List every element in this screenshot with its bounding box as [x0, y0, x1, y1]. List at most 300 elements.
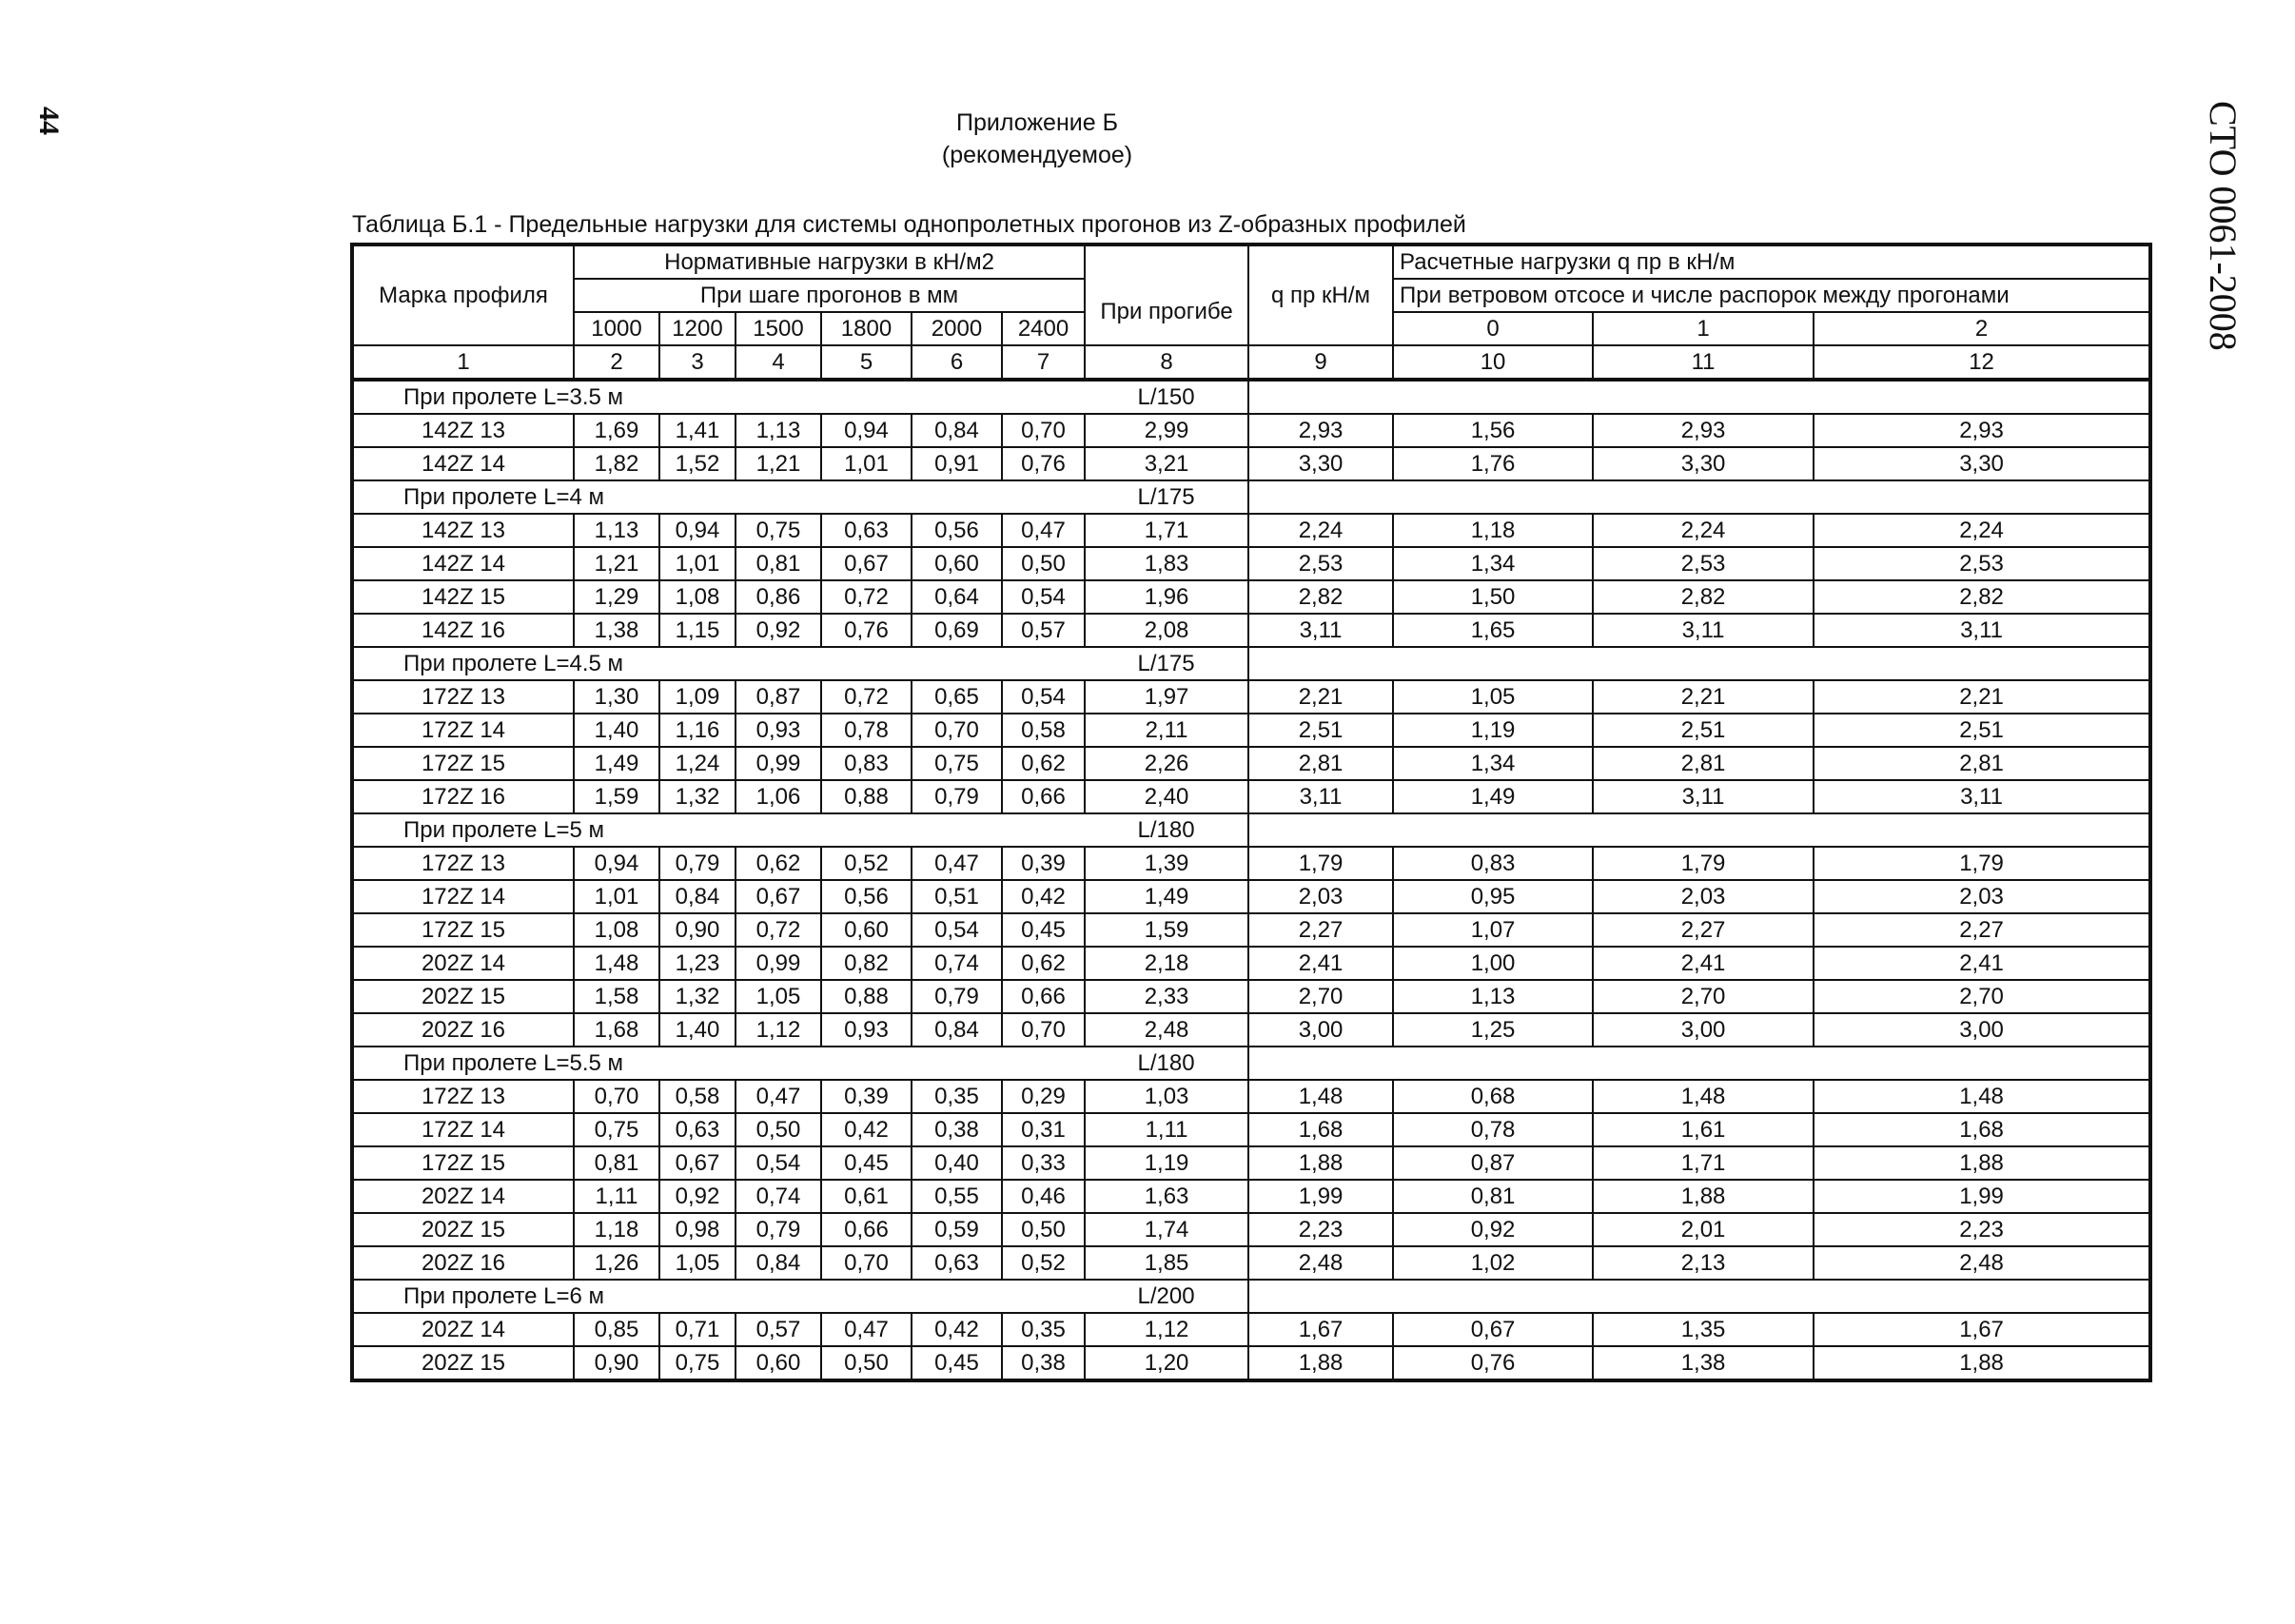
column-index: 6: [912, 345, 1002, 380]
column-index: 5: [821, 345, 912, 380]
value-cell: 0,98: [659, 1213, 736, 1246]
value-cell: 1,41: [659, 414, 736, 447]
value-cell: 1,32: [659, 780, 736, 813]
value-cell: 2,82: [1593, 580, 1814, 614]
value-cell: 1,82: [574, 447, 659, 480]
value-cell: 1,18: [574, 1213, 659, 1246]
span-row-filler: [1248, 1047, 2150, 1080]
span-row-filler: [1248, 380, 2150, 414]
value-cell: 0,50: [1002, 547, 1085, 580]
value-cell: 1,07: [1393, 913, 1593, 947]
span-label: При пролете L=4.5 м: [352, 647, 1085, 680]
value-cell: 2,70: [1248, 980, 1393, 1013]
header-design: Расчетные нагрузки q пр в кН/м: [1393, 245, 2150, 279]
value-cell: 3,00: [1593, 1013, 1814, 1047]
value-cell: 0,60: [912, 547, 1002, 580]
value-cell: 0,47: [912, 847, 1002, 880]
page-number: 44: [33, 107, 65, 135]
value-cell: 1,88: [1248, 1346, 1393, 1380]
value-cell: 0,75: [659, 1346, 736, 1380]
value-cell: 1,01: [574, 880, 659, 913]
step-header: 1800: [821, 312, 912, 345]
step-header: 2400: [1002, 312, 1085, 345]
value-cell: 0,57: [1002, 614, 1085, 647]
value-cell: 0,75: [736, 514, 821, 547]
value-cell: 1,15: [659, 614, 736, 647]
value-cell: 0,92: [1393, 1213, 1593, 1246]
table-row: [352, 980, 2150, 1013]
value-cell: 1,06: [736, 780, 821, 813]
value-cell: 3,11: [1248, 780, 1393, 813]
value-cell: 0,79: [912, 780, 1002, 813]
value-cell: 0,66: [1002, 980, 1085, 1013]
value-cell: 1,01: [659, 547, 736, 580]
value-cell: 2,40: [1085, 780, 1248, 813]
value-cell: 1,00: [1393, 947, 1593, 980]
value-cell: 1,38: [574, 614, 659, 647]
value-cell: 1,96: [1085, 580, 1248, 614]
appendix-subtitle: (рекомендуемое): [941, 142, 1133, 168]
profile-cell: 202Z 14: [352, 1313, 574, 1346]
value-cell: 0,35: [912, 1080, 1002, 1113]
value-cell: 0,74: [736, 1180, 821, 1213]
value-cell: 2,48: [1248, 1246, 1393, 1280]
value-cell: 0,78: [821, 714, 912, 747]
value-cell: 0,39: [821, 1080, 912, 1113]
value-cell: 1,76: [1393, 447, 1593, 480]
value-cell: 0,62: [1002, 747, 1085, 780]
value-cell: 0,75: [912, 747, 1002, 780]
value-cell: 0,51: [912, 880, 1002, 913]
value-cell: 0,67: [1393, 1313, 1593, 1346]
value-cell: 0,35: [1002, 1313, 1085, 1346]
value-cell: 0,76: [1393, 1346, 1593, 1380]
value-cell: 0,52: [1002, 1246, 1085, 1280]
value-cell: 2,41: [1593, 947, 1814, 980]
value-cell: 1,25: [1393, 1013, 1593, 1047]
value-cell: 1,05: [1393, 680, 1593, 714]
value-cell: 2,48: [1814, 1246, 2150, 1280]
value-cell: 0,70: [821, 1246, 912, 1280]
value-cell: 2,82: [1814, 580, 2150, 614]
value-cell: 0,55: [912, 1180, 1002, 1213]
value-cell: 0,38: [912, 1113, 1002, 1146]
value-cell: 1,18: [1393, 514, 1593, 547]
strut-header: 1: [1593, 312, 1814, 345]
value-cell: 1,74: [1085, 1213, 1248, 1246]
value-cell: 1,58: [574, 980, 659, 1013]
profile-cell: 172Z 15: [352, 747, 574, 780]
profile-cell: 202Z 16: [352, 1013, 574, 1047]
value-cell: 0,54: [1002, 580, 1085, 614]
value-cell: 1,05: [736, 980, 821, 1013]
value-cell: 1,88: [1814, 1146, 2150, 1180]
value-cell: 1,88: [1814, 1346, 2150, 1380]
profile-cell: 172Z 14: [352, 1113, 574, 1146]
value-cell: 1,48: [1593, 1080, 1814, 1113]
column-index: 3: [659, 345, 736, 380]
value-cell: 1,12: [736, 1013, 821, 1047]
value-cell: 0,47: [821, 1313, 912, 1346]
value-cell: 2,21: [1248, 680, 1393, 714]
value-cell: 0,56: [912, 514, 1002, 547]
value-cell: 1,13: [1393, 980, 1593, 1013]
table-row: [352, 514, 2150, 547]
value-cell: 2,24: [1814, 514, 2150, 547]
value-cell: 0,60: [821, 913, 912, 947]
table-row: [352, 414, 2150, 447]
value-cell: 0,83: [821, 747, 912, 780]
value-cell: 0,95: [1393, 880, 1593, 913]
table-row: [352, 580, 2150, 614]
value-cell: 0,70: [574, 1080, 659, 1113]
value-cell: 1,49: [1393, 780, 1593, 813]
span-row: [352, 813, 2150, 847]
value-cell: 1,40: [574, 714, 659, 747]
value-cell: 0,82: [821, 947, 912, 980]
value-cell: 0,42: [1002, 880, 1085, 913]
value-cell: 1,59: [1085, 913, 1248, 947]
value-cell: 1,11: [574, 1180, 659, 1213]
value-cell: 1,99: [1814, 1180, 2150, 1213]
value-cell: 1,08: [574, 913, 659, 947]
table-row: [352, 447, 2150, 480]
value-cell: 0,84: [912, 414, 1002, 447]
value-cell: 0,85: [574, 1313, 659, 1346]
value-cell: 0,70: [1002, 414, 1085, 447]
value-cell: 3,11: [1593, 780, 1814, 813]
column-index: 10: [1393, 345, 1593, 380]
span-label: При пролете L=5 м: [352, 813, 1085, 847]
value-cell: 0,29: [1002, 1080, 1085, 1113]
value-cell: 2,03: [1814, 880, 2150, 913]
value-cell: 0,75: [574, 1113, 659, 1146]
value-cell: 0,74: [912, 947, 1002, 980]
profile-cell: 172Z 13: [352, 680, 574, 714]
profile-cell: 142Z 13: [352, 414, 574, 447]
header-step: При шаге прогонов в мм: [574, 279, 1085, 312]
value-cell: 2,93: [1814, 414, 2150, 447]
value-cell: 1,23: [659, 947, 736, 980]
value-cell: 3,00: [1248, 1013, 1393, 1047]
span-label: При пролете L=5.5 м: [352, 1047, 1085, 1080]
value-cell: 0,61: [821, 1180, 912, 1213]
column-index: 8: [1085, 345, 1248, 380]
value-cell: 1,13: [736, 414, 821, 447]
value-cell: 2,51: [1248, 714, 1393, 747]
profile-cell: 202Z 14: [352, 1180, 574, 1213]
value-cell: 1,88: [1593, 1180, 1814, 1213]
table-row: [352, 1313, 2150, 1346]
value-cell: 2,01: [1593, 1213, 1814, 1246]
value-cell: 1,03: [1085, 1080, 1248, 1113]
span-row-filler: [1248, 813, 2150, 847]
value-cell: 0,54: [1002, 680, 1085, 714]
table-row: [352, 1113, 2150, 1146]
value-cell: 0,72: [821, 680, 912, 714]
value-cell: 0,45: [821, 1146, 912, 1180]
value-cell: 0,92: [659, 1180, 736, 1213]
table-row: [352, 1146, 2150, 1180]
value-cell: 2,27: [1248, 913, 1393, 947]
value-cell: 2,81: [1248, 747, 1393, 780]
value-cell: 0,93: [736, 714, 821, 747]
profile-cell: 202Z 15: [352, 980, 574, 1013]
value-cell: 0,50: [1002, 1213, 1085, 1246]
value-cell: 2,81: [1814, 747, 2150, 780]
table-row: [352, 1013, 2150, 1047]
step-header: 1000: [574, 312, 659, 345]
profile-cell: 202Z 15: [352, 1213, 574, 1246]
value-cell: 0,67: [659, 1146, 736, 1180]
value-cell: 2,70: [1593, 980, 1814, 1013]
value-cell: 0,58: [659, 1080, 736, 1113]
value-cell: 2,26: [1085, 747, 1248, 780]
value-cell: 2,82: [1248, 580, 1393, 614]
column-index: 11: [1593, 345, 1814, 380]
value-cell: 0,90: [659, 913, 736, 947]
value-cell: 0,52: [821, 847, 912, 880]
value-cell: 3,11: [1248, 614, 1393, 647]
header-profile: Марка профиля: [352, 245, 574, 345]
table-row: [352, 547, 2150, 580]
value-cell: 2,99: [1085, 414, 1248, 447]
value-cell: 1,71: [1593, 1146, 1814, 1180]
value-cell: 0,58: [1002, 714, 1085, 747]
value-cell: 0,62: [736, 847, 821, 880]
value-cell: 0,54: [912, 913, 1002, 947]
value-cell: 1,79: [1814, 847, 2150, 880]
value-cell: 2,41: [1814, 947, 2150, 980]
value-cell: 2,21: [1593, 680, 1814, 714]
value-cell: 1,48: [1814, 1080, 2150, 1113]
header-deflection: При прогибе: [1085, 279, 1248, 345]
value-cell: 3,11: [1593, 614, 1814, 647]
value-cell: 0,94: [821, 414, 912, 447]
column-index: 2: [574, 345, 659, 380]
value-cell: 0,76: [1002, 447, 1085, 480]
deflection-limit: L/200: [1085, 1280, 1248, 1313]
value-cell: 0,60: [736, 1346, 821, 1380]
loads-table: [350, 243, 2152, 1382]
value-cell: 2,21: [1814, 680, 2150, 714]
column-index: 7: [1002, 345, 1085, 380]
value-cell: 3,11: [1814, 780, 2150, 813]
value-cell: 2,18: [1085, 947, 1248, 980]
table-row: [352, 1346, 2150, 1380]
value-cell: 0,70: [912, 714, 1002, 747]
table-row: [352, 614, 2150, 647]
deflection-limit: L/180: [1085, 1047, 1248, 1080]
span-label: При пролете L=3.5 м: [352, 380, 1085, 414]
value-cell: 0,45: [1002, 913, 1085, 947]
table-body: [352, 380, 2150, 1380]
table-row: [352, 847, 2150, 880]
value-cell: 0,88: [821, 980, 912, 1013]
column-index: 9: [1248, 345, 1393, 380]
header-wind: При ветровом отсосе и числе распорок между прогонами: [1393, 279, 2150, 312]
table-row: [352, 1213, 2150, 1246]
document-code: СТО 0061-2008: [2202, 101, 2245, 351]
value-cell: 0,87: [736, 680, 821, 714]
value-cell: 0,66: [1002, 780, 1085, 813]
value-cell: 0,62: [1002, 947, 1085, 980]
value-cell: 2,53: [1593, 547, 1814, 580]
span-row: [352, 380, 2150, 414]
value-cell: 1,67: [1248, 1313, 1393, 1346]
value-cell: 0,65: [912, 680, 1002, 714]
value-cell: 1,24: [659, 747, 736, 780]
value-cell: 1,26: [574, 1246, 659, 1280]
value-cell: 0,67: [821, 547, 912, 580]
value-cell: 0,90: [574, 1346, 659, 1380]
value-cell: 1,09: [659, 680, 736, 714]
value-cell: 1,32: [659, 980, 736, 1013]
value-cell: 0,45: [912, 1346, 1002, 1380]
profile-cell: 172Z 13: [352, 1080, 574, 1113]
table-row: [352, 947, 2150, 980]
value-cell: 0,66: [821, 1213, 912, 1246]
value-cell: 0,42: [821, 1113, 912, 1146]
value-cell: 1,12: [1085, 1313, 1248, 1346]
value-cell: 2,81: [1593, 747, 1814, 780]
value-cell: 0,39: [1002, 847, 1085, 880]
value-cell: 0,69: [912, 614, 1002, 647]
value-cell: 0,63: [821, 514, 912, 547]
value-cell: 0,31: [1002, 1113, 1085, 1146]
value-cell: 1,67: [1814, 1313, 2150, 1346]
value-cell: 2,41: [1248, 947, 1393, 980]
column-index: 4: [736, 345, 821, 380]
profile-cell: 202Z 14: [352, 947, 574, 980]
value-cell: 0,50: [736, 1113, 821, 1146]
value-cell: 0,87: [1393, 1146, 1593, 1180]
value-cell: 0,71: [659, 1313, 736, 1346]
value-cell: 2,93: [1593, 414, 1814, 447]
value-cell: 0,78: [1393, 1113, 1593, 1146]
profile-cell: 142Z 14: [352, 447, 574, 480]
value-cell: 1,11: [1085, 1113, 1248, 1146]
value-cell: 1,83: [1085, 547, 1248, 580]
profile-cell: 172Z 16: [352, 780, 574, 813]
profile-cell: 202Z 16: [352, 1246, 574, 1280]
value-cell: 1,99: [1248, 1180, 1393, 1213]
value-cell: 0,84: [912, 1013, 1002, 1047]
value-cell: 0,81: [736, 547, 821, 580]
value-cell: 0,72: [821, 580, 912, 614]
value-cell: 1,61: [1593, 1113, 1814, 1146]
value-cell: 2,24: [1248, 514, 1393, 547]
value-cell: 0,33: [1002, 1146, 1085, 1180]
value-cell: 1,49: [1085, 880, 1248, 913]
table-header: [352, 245, 2150, 380]
value-cell: 0,76: [821, 614, 912, 647]
value-cell: 0,50: [821, 1346, 912, 1380]
value-cell: 1,34: [1393, 547, 1593, 580]
strut-header: 2: [1814, 312, 2150, 345]
value-cell: 1,56: [1393, 414, 1593, 447]
value-cell: 1,20: [1085, 1346, 1248, 1380]
profile-cell: 142Z 13: [352, 514, 574, 547]
value-cell: 1,68: [1248, 1113, 1393, 1146]
value-cell: 3,30: [1248, 447, 1393, 480]
value-cell: 1,38: [1593, 1346, 1814, 1380]
value-cell: 1,88: [1248, 1146, 1393, 1180]
value-cell: 2,13: [1593, 1246, 1814, 1280]
value-cell: 0,99: [736, 947, 821, 980]
value-cell: 0,40: [912, 1146, 1002, 1180]
value-cell: 1,49: [574, 747, 659, 780]
value-cell: 0,81: [1393, 1180, 1593, 1213]
value-cell: 1,48: [1248, 1080, 1393, 1113]
span-row: [352, 647, 2150, 680]
value-cell: 0,42: [912, 1313, 1002, 1346]
header-qpr: q пр кН/м: [1248, 245, 1393, 345]
value-cell: 1,30: [574, 680, 659, 714]
value-cell: 0,79: [736, 1213, 821, 1246]
value-cell: 0,88: [821, 780, 912, 813]
value-cell: 2,51: [1814, 714, 2150, 747]
profile-cell: 142Z 15: [352, 580, 574, 614]
index-row: [352, 345, 2150, 380]
value-cell: 2,08: [1085, 614, 1248, 647]
value-cell: 0,79: [659, 847, 736, 880]
value-cell: 1,50: [1393, 580, 1593, 614]
value-cell: 1,79: [1593, 847, 1814, 880]
table-row: [352, 714, 2150, 747]
value-cell: 0,86: [736, 580, 821, 614]
deflection-limit: L/180: [1085, 813, 1248, 847]
value-cell: 0,67: [736, 880, 821, 913]
value-cell: 2,03: [1593, 880, 1814, 913]
value-cell: 0,94: [574, 847, 659, 880]
value-cell: 1,02: [1393, 1246, 1593, 1280]
value-cell: 2,51: [1593, 714, 1814, 747]
profile-cell: 142Z 16: [352, 614, 574, 647]
value-cell: 1,52: [659, 447, 736, 480]
span-label: При пролете L=6 м: [352, 1280, 1085, 1313]
value-cell: 1,97: [1085, 680, 1248, 714]
profile-cell: 172Z 15: [352, 1146, 574, 1180]
value-cell: 2,23: [1248, 1213, 1393, 1246]
value-cell: 1,19: [1393, 714, 1593, 747]
table-row: [352, 913, 2150, 947]
value-cell: 1,08: [659, 580, 736, 614]
value-cell: 0,94: [659, 514, 736, 547]
value-cell: 1,21: [574, 547, 659, 580]
column-index: 12: [1814, 345, 2150, 380]
value-cell: 0,56: [821, 880, 912, 913]
table-row: [352, 780, 2150, 813]
strut-header: 0: [1393, 312, 1593, 345]
value-cell: 0,84: [736, 1246, 821, 1280]
value-cell: 0,64: [912, 580, 1002, 614]
value-cell: 1,34: [1393, 747, 1593, 780]
profile-cell: 172Z 14: [352, 714, 574, 747]
value-cell: 0,81: [574, 1146, 659, 1180]
value-cell: 1,16: [659, 714, 736, 747]
deflection-limit: L/150: [1085, 380, 1248, 414]
value-cell: 1,68: [1814, 1113, 2150, 1146]
deflection-limit: L/175: [1085, 647, 1248, 680]
profile-cell: 172Z 14: [352, 880, 574, 913]
value-cell: 1,68: [574, 1013, 659, 1047]
table-row: [352, 680, 2150, 714]
profile-cell: 142Z 14: [352, 547, 574, 580]
value-cell: 0,47: [1002, 514, 1085, 547]
value-cell: 2,53: [1814, 547, 2150, 580]
value-cell: 2,11: [1085, 714, 1248, 747]
